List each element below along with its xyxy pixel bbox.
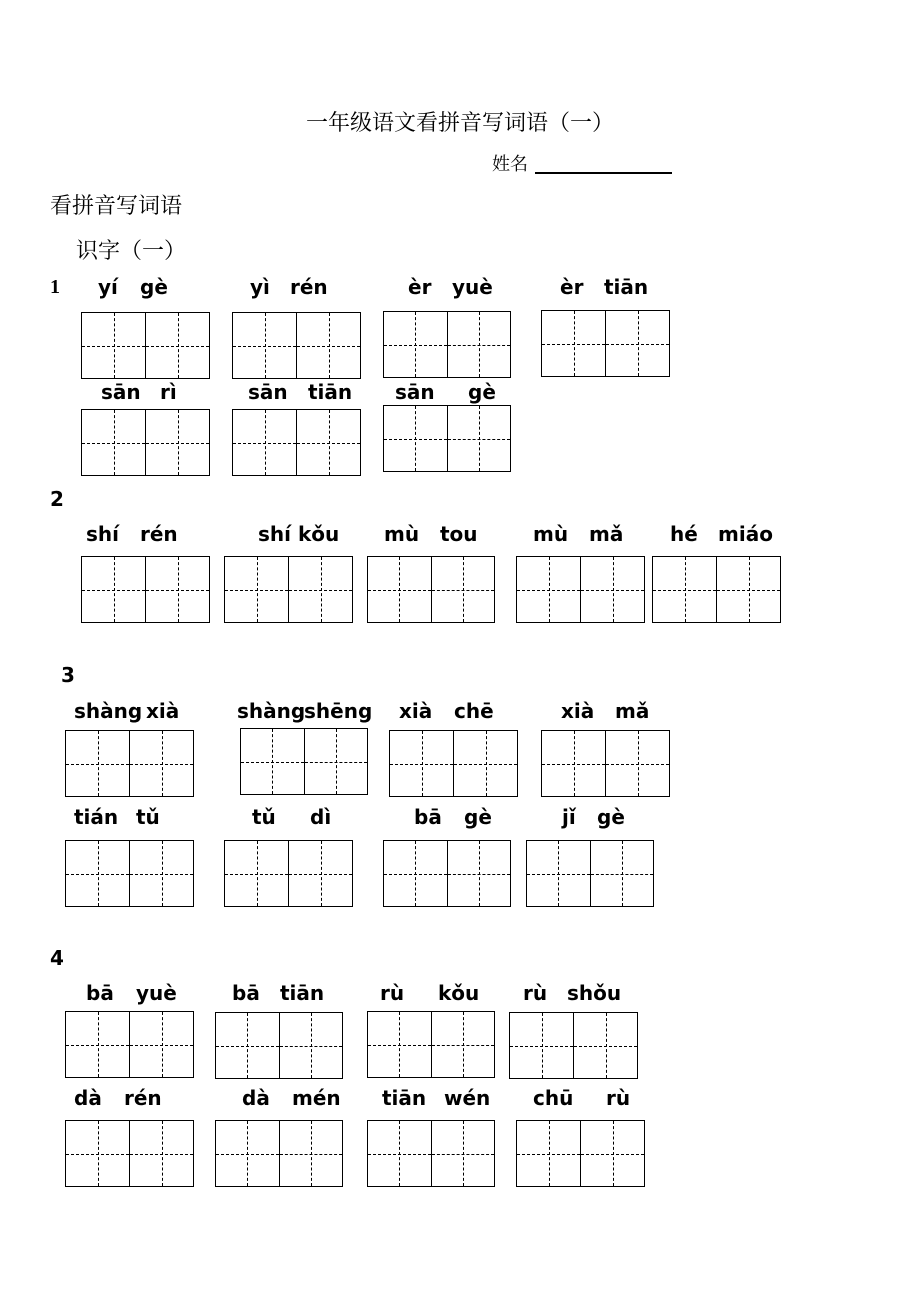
pinyin-syllable: rù [380, 981, 405, 1005]
writing-cell[interactable] [527, 841, 591, 906]
writing-grid[interactable] [240, 728, 368, 795]
pinyin-syllable: dà [242, 1086, 270, 1110]
writing-cell[interactable] [653, 557, 717, 622]
writing-grid[interactable] [81, 312, 210, 379]
pinyin-syllable: mù [384, 522, 420, 546]
writing-grid[interactable] [389, 730, 518, 797]
pinyin-syllable: rén [140, 522, 178, 546]
pinyin-syllable: kǒu [298, 522, 340, 546]
writing-cell[interactable] [581, 557, 644, 622]
writing-cell[interactable] [82, 313, 146, 378]
pinyin-syllable: tián [74, 805, 119, 829]
writing-grid[interactable] [81, 409, 210, 476]
writing-grid[interactable] [383, 840, 511, 907]
writing-grid[interactable] [541, 730, 670, 797]
pinyin-syllable: shí [258, 522, 291, 546]
pinyin-syllable: shí [86, 522, 119, 546]
writing-cell[interactable] [542, 311, 606, 376]
group-number: 1 [50, 276, 60, 298]
writing-grid[interactable] [81, 556, 210, 623]
pinyin-syllable: èr [560, 275, 584, 299]
pinyin-syllable: tǔ [252, 805, 276, 829]
writing-grid[interactable] [232, 409, 361, 476]
writing-grid[interactable] [652, 556, 781, 623]
writing-grid[interactable] [383, 311, 511, 378]
writing-cell[interactable] [542, 731, 606, 796]
writing-cell[interactable] [233, 313, 297, 378]
writing-cell[interactable] [448, 406, 511, 471]
writing-cell[interactable] [66, 841, 130, 906]
page-title: 一年级语文看拼音写词语（一） [305, 111, 614, 136]
pinyin-syllable: èr [408, 275, 432, 299]
pinyin-syllable: shǒu [567, 981, 622, 1005]
pinyin-syllable: gè [140, 275, 168, 299]
writing-grid[interactable] [526, 840, 654, 907]
writing-cell[interactable] [130, 731, 193, 796]
writing-cell[interactable] [82, 410, 146, 475]
pinyin-syllable: sān [101, 380, 141, 404]
group-number: 3 [61, 663, 75, 687]
pinyin-syllable: gè [468, 380, 496, 404]
writing-cell[interactable] [581, 1121, 644, 1186]
writing-cell[interactable] [517, 1121, 581, 1186]
writing-cell[interactable] [130, 1012, 193, 1077]
name-label: 姓名 [492, 154, 528, 175]
pinyin-syllable: tou [440, 522, 478, 546]
pinyin-syllable: mù [533, 522, 569, 546]
writing-cell[interactable] [241, 729, 305, 794]
writing-cell[interactable] [130, 841, 193, 906]
writing-cell[interactable] [591, 841, 654, 906]
pinyin-syllable: dì [310, 805, 332, 829]
group-number: 2 [50, 487, 64, 511]
writing-cell[interactable] [574, 1013, 637, 1078]
pinyin-syllable: shēng [304, 699, 373, 723]
writing-grid[interactable] [541, 310, 670, 377]
pinyin-syllable: kǒu [438, 981, 480, 1005]
writing-cell[interactable] [368, 1121, 432, 1186]
pinyin-syllable: yí [98, 275, 118, 299]
writing-cell[interactable] [233, 410, 297, 475]
writing-cell[interactable] [448, 841, 511, 906]
pinyin-syllable: mǎ [589, 522, 624, 546]
writing-cell[interactable] [130, 1121, 193, 1186]
pinyin-syllable: bā [86, 981, 114, 1005]
writing-cell[interactable] [368, 1012, 432, 1077]
pinyin-syllable: rén [124, 1086, 162, 1110]
writing-cell[interactable] [146, 557, 209, 622]
pinyin-syllable: yì [250, 275, 270, 299]
writing-grid[interactable] [215, 1120, 343, 1187]
writing-grid[interactable] [509, 1012, 638, 1079]
writing-cell[interactable] [606, 311, 669, 376]
writing-grid[interactable] [516, 1120, 645, 1187]
name-blank-line[interactable] [535, 172, 672, 174]
writing-cell[interactable] [297, 410, 360, 475]
pinyin-syllable: tiān [382, 1086, 427, 1110]
writing-cell[interactable] [390, 731, 454, 796]
writing-cell[interactable] [305, 729, 368, 794]
writing-grid[interactable] [65, 840, 194, 907]
writing-cell[interactable] [717, 557, 780, 622]
writing-cell[interactable] [517, 557, 581, 622]
pinyin-syllable: yuè [136, 981, 177, 1005]
pinyin-syllable: rù [523, 981, 548, 1005]
pinyin-syllable: chū [533, 1086, 574, 1110]
pinyin-syllable: tǔ [136, 805, 160, 829]
pinyin-syllable: rì [160, 380, 177, 404]
writing-cell[interactable] [216, 1121, 280, 1186]
writing-cell[interactable] [297, 313, 360, 378]
pinyin-syllable: chē [454, 699, 494, 723]
writing-cell[interactable] [289, 557, 352, 622]
writing-cell[interactable] [432, 1121, 495, 1186]
writing-grid[interactable] [367, 1011, 495, 1078]
writing-grid[interactable] [224, 556, 353, 623]
pinyin-syllable: mén [292, 1086, 341, 1110]
pinyin-syllable: sān [395, 380, 435, 404]
pinyin-syllable: xià [399, 699, 433, 723]
writing-cell[interactable] [384, 312, 448, 377]
pinyin-syllable: tiān [604, 275, 649, 299]
writing-cell[interactable] [225, 841, 289, 906]
writing-cell[interactable] [432, 557, 495, 622]
pinyin-syllable: rén [290, 275, 328, 299]
writing-cell[interactable] [146, 410, 209, 475]
writing-grid[interactable] [367, 556, 495, 623]
writing-cell[interactable] [454, 731, 517, 796]
pinyin-syllable: hé [670, 522, 698, 546]
writing-cell[interactable] [66, 1121, 130, 1186]
section-heading: 看拼音写词语 [50, 194, 183, 219]
writing-grid[interactable] [383, 405, 511, 472]
pinyin-syllable: gè [597, 805, 625, 829]
writing-cell[interactable] [606, 731, 669, 796]
writing-cell[interactable] [384, 841, 448, 906]
pinyin-syllable: miáo [718, 522, 773, 546]
pinyin-syllable: jǐ [562, 805, 576, 829]
writing-cell[interactable] [432, 1012, 495, 1077]
pinyin-syllable: sān [248, 380, 288, 404]
pinyin-syllable: gè [464, 805, 492, 829]
writing-cell[interactable] [280, 1121, 343, 1186]
writing-grid[interactable] [367, 1120, 495, 1187]
writing-grid[interactable] [232, 312, 361, 379]
pinyin-syllable: dà [74, 1086, 102, 1110]
writing-grid[interactable] [65, 730, 194, 797]
writing-cell[interactable] [289, 841, 352, 906]
pinyin-syllable: shàng [74, 699, 143, 723]
writing-cell[interactable] [82, 557, 146, 622]
writing-grid[interactable] [65, 1120, 194, 1187]
writing-cell[interactable] [368, 557, 432, 622]
writing-cell[interactable] [66, 1012, 130, 1077]
writing-cell[interactable] [280, 1013, 343, 1078]
writing-cell[interactable] [510, 1013, 574, 1078]
group-number: 4 [50, 946, 64, 970]
pinyin-syllable: bā [232, 981, 260, 1005]
writing-grid[interactable] [215, 1012, 343, 1079]
pinyin-syllable: yuè [452, 275, 493, 299]
writing-cell[interactable] [216, 1013, 280, 1078]
lesson-subheading: 识字（一） [76, 239, 187, 264]
pinyin-syllable: wén [444, 1086, 491, 1110]
pinyin-syllable: xià [146, 699, 180, 723]
pinyin-syllable: xià [561, 699, 595, 723]
pinyin-syllable: shàng [237, 699, 306, 723]
writing-grid[interactable] [224, 840, 353, 907]
writing-grid[interactable] [516, 556, 645, 623]
writing-cell[interactable] [66, 731, 130, 796]
pinyin-syllable: rù [606, 1086, 631, 1110]
writing-cell[interactable] [384, 406, 448, 471]
pinyin-syllable: tiān [308, 380, 353, 404]
pinyin-syllable: mǎ [615, 699, 650, 723]
pinyin-syllable: tiān [280, 981, 325, 1005]
writing-cell[interactable] [146, 313, 209, 378]
writing-grid[interactable] [65, 1011, 194, 1078]
pinyin-syllable: bā [414, 805, 442, 829]
writing-cell[interactable] [448, 312, 511, 377]
writing-cell[interactable] [225, 557, 289, 622]
